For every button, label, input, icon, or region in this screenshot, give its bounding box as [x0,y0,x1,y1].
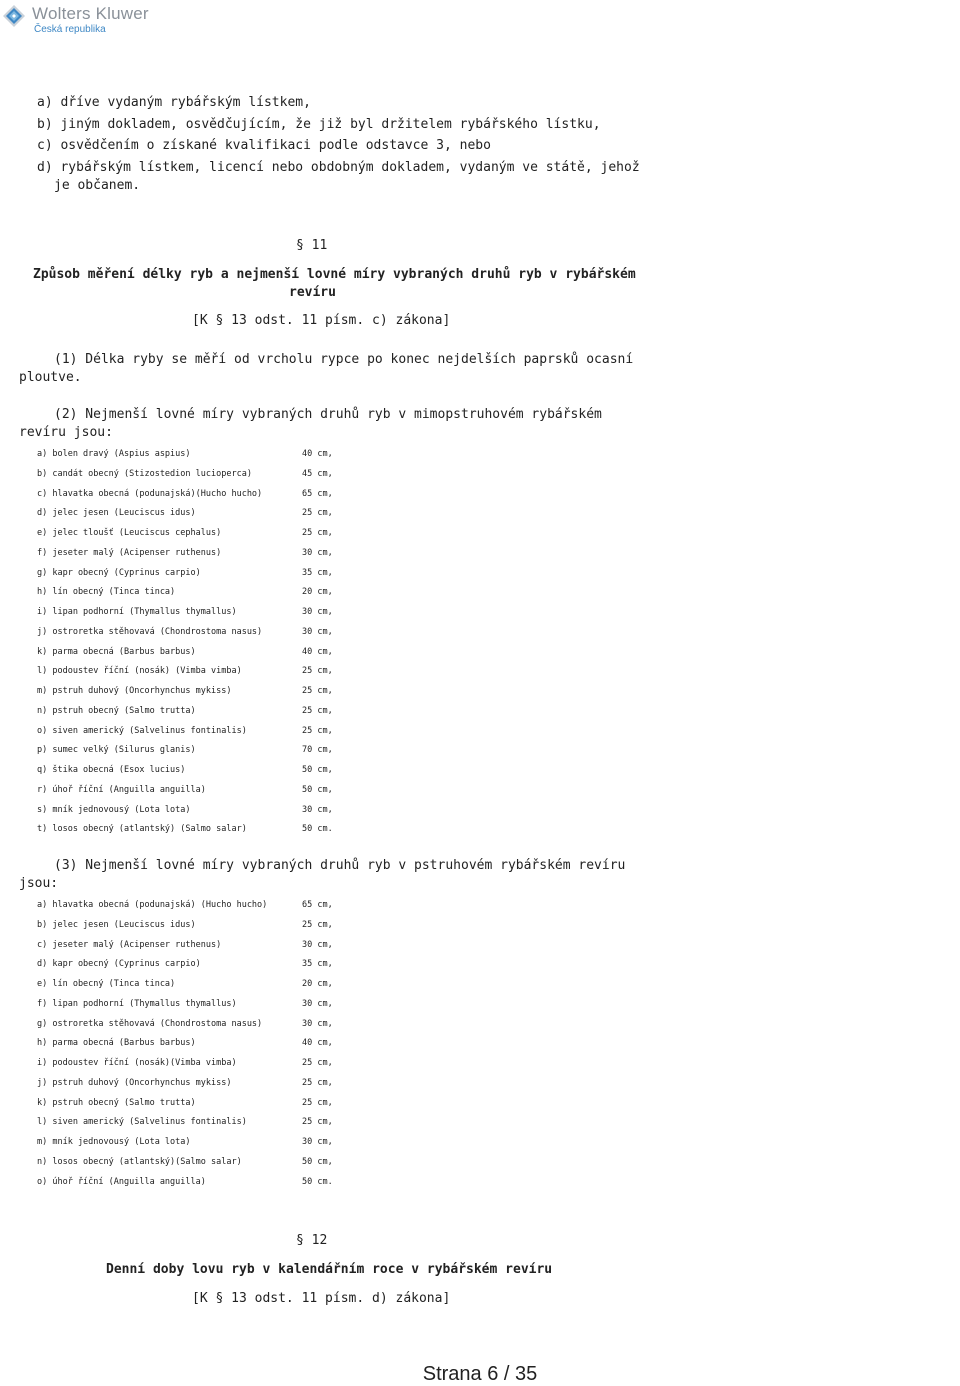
minimum-size: 50 cm. [302,824,333,835]
minimum-size: 20 cm, [302,587,333,598]
minimum-size: 35 cm, [302,959,333,970]
minimum-size: 25 cm, [302,1058,333,1068]
fish-name: t) losos obecný (atlantský) (Salmo salar) [37,824,247,835]
minimum-size: 40 cm, [302,646,333,657]
minimum-size: 25 cm, [302,528,333,538]
minimum-size: 25 cm, [302,508,333,519]
fish-name: i) podoustev říční (nosák)(Vimba vimba) [37,1058,237,1068]
fish-name: o) úhoř říční (Anguilla anguilla) [37,1176,206,1187]
minimum-size: 30 cm, [302,1018,333,1029]
minimum-size: 30 cm, [302,939,333,950]
section-11-title: Způsob měření délky ryb a nejmenší lovné míry vybraných druhů ryb v rybářském [33,267,636,282]
page-number: Strana 6 / 35 [422,1363,538,1385]
minimum-size: 25 cm, [302,686,333,696]
section-12-title: Denní doby lovu ryb v kalendářním roce v rybářském revíru [106,1262,553,1277]
minimum-size: 30 cm, [302,804,333,815]
minimum-size: 45 cm, [302,468,333,479]
minimum-size: 50 cm, [302,784,333,795]
fish-name: m) mník jednovousý (Lota lota) [37,1137,191,1147]
fish-name: s) mník jednovousý (Lota lota) [37,804,191,815]
logo-name: Wolters Kluwer [32,4,149,23]
section-11-number: § 11 [296,238,328,253]
logo-subtitle: Česká republika [34,24,106,35]
minimum-size: 40 cm, [302,1038,333,1049]
paragraph-2-cont: revíru jsou: [19,425,113,440]
intro-item-c: c) osvědčením o získané kvalifikaci podle odstavce 3, nebo [37,138,491,153]
minimum-size: 30 cm, [302,607,333,617]
fish-name: b) jelec jesen (Leuciscus idus) [37,919,196,930]
fish-name: k) pstruh obecný (Salmo trutta) [37,1097,196,1108]
fish-name: b) candát obecný (Stizostedion lucioperca) [37,468,252,479]
wolters-kluwer-logo-icon [2,4,26,28]
minimum-size: 25 cm, [302,725,333,736]
minimum-size: 50 cm, [302,765,333,775]
minimum-size: 25 cm, [302,1117,333,1128]
paragraph-3: (3) Nejmenší lovné míry vybraných druhů ryb v pstruhovém rybářském revíru [54,858,626,873]
minimum-size: 35 cm, [302,567,333,578]
fish-name: e) lín obecný (Tinca tinca) [37,979,176,989]
minimum-size: 30 cm, [302,998,333,1009]
fish-name: q) štika obecná (Esox lucius) [37,765,186,775]
minimum-size: 70 cm, [302,745,333,756]
fish-name: i) lipan podhorní (Thymallus thymallus) [37,607,237,617]
minimum-size: 65 cm, [302,488,333,499]
minimum-size: 25 cm, [302,1077,333,1088]
fish-name: g) kapr obecný (Cyprinus carpio) [37,567,201,578]
fish-name: d) jelec jesen (Leuciscus idus) [37,508,196,519]
minimum-size: 30 cm, [302,1137,333,1147]
paragraph-2: (2) Nejmenší lovné míry vybraných druhů ryb v mimopstruhovém rybářském [54,407,602,422]
fish-name: n) pstruh obecný (Salmo trutta) [37,705,196,716]
section-11-title-cont: revíru [289,285,336,300]
section-12-number: § 12 [296,1233,328,1248]
minimum-size: 25 cm, [302,1097,333,1108]
fish-name: a) hlavatka obecná (podunajská) (Hucho hucho) [37,900,268,910]
fish-name: p) sumec velký (Silurus glanis) [37,745,196,756]
fish-name: k) parma obecná (Barbus barbus) [37,646,196,657]
fish-name: l) siven americký (Salvelinus fontinalis) [37,1117,247,1128]
intro-item-d: d) rybářským lístkem, licencí nebo obdobným dokladem, vydaným ve státě, jehož [37,160,640,175]
fish-name: e) jelec tloušť (Leuciscus cephalus) [37,528,222,538]
fish-name: g) ostroretka stěhovavá (Chondrostoma nasus) [37,1018,263,1029]
paragraph-1: (1) Délka ryby se měří od vrcholu rypce po konec nejdelších paprsků ocasní [54,352,634,367]
fish-name: r) úhoř říční (Anguilla anguilla) [37,784,206,795]
fish-name: c) jeseter malý (Acipenser ruthenus) [37,939,222,950]
intro-item-a: a) dříve vydaným rybářským lístkem, [37,95,311,110]
intro-item-d-cont: je občanem. [54,178,141,193]
fish-name: d) kapr obecný (Cyprinus carpio) [37,959,201,970]
section-11-reference: [K § 13 odst. 11 písm. c) zákona] [192,313,451,328]
minimum-size: 25 cm, [302,919,333,930]
minimum-size: 30 cm, [302,547,333,558]
minimum-size: 50 cm. [302,1176,333,1187]
minimum-size: 25 cm, [302,705,333,716]
fish-name: a) bolen dravý (Aspius aspius) [37,449,191,459]
fish-name: j) pstruh duhový (Oncorhynchus mykiss) [37,1077,232,1088]
fish-name: o) siven americký (Salvelinus fontinalis) [37,725,247,736]
fish-name: n) losos obecný (atlantský)(Salmo salar) [37,1156,242,1167]
paragraph-1-cont: ploutve. [19,370,82,385]
minimum-size: 65 cm, [302,900,333,910]
fish-name: f) jeseter malý (Acipenser ruthenus) [37,547,222,558]
minimum-size: 40 cm, [302,449,333,459]
intro-item-b: b) jiným dokladem, osvědčujícím, že již byl držitelem rybářského lístku, [37,117,601,132]
section-12-reference: [K § 13 odst. 11 písm. d) zákona] [192,1291,451,1306]
minimum-size: 25 cm, [302,666,333,677]
fish-name: c) hlavatka obecná (podunajská)(Hucho hucho) [37,488,263,499]
fish-name: l) podoustev říční (nosák) (Vimba vimba) [37,666,242,677]
fish-name: f) lipan podhorní (Thymallus thymallus) [37,998,237,1009]
fish-name: m) pstruh duhový (Oncorhynchus mykiss) [37,686,232,696]
fish-name: h) parma obecná (Barbus barbus) [37,1038,196,1049]
fish-name: h) lín obecný (Tinca tinca) [37,587,176,598]
fish-name: j) ostroretka stěhovavá (Chondrostoma nasus) [37,626,263,637]
minimum-size: 50 cm, [302,1156,333,1167]
minimum-size: 20 cm, [302,979,333,989]
minimum-size: 30 cm, [302,626,333,637]
paragraph-3-cont: jsou: [19,876,59,891]
